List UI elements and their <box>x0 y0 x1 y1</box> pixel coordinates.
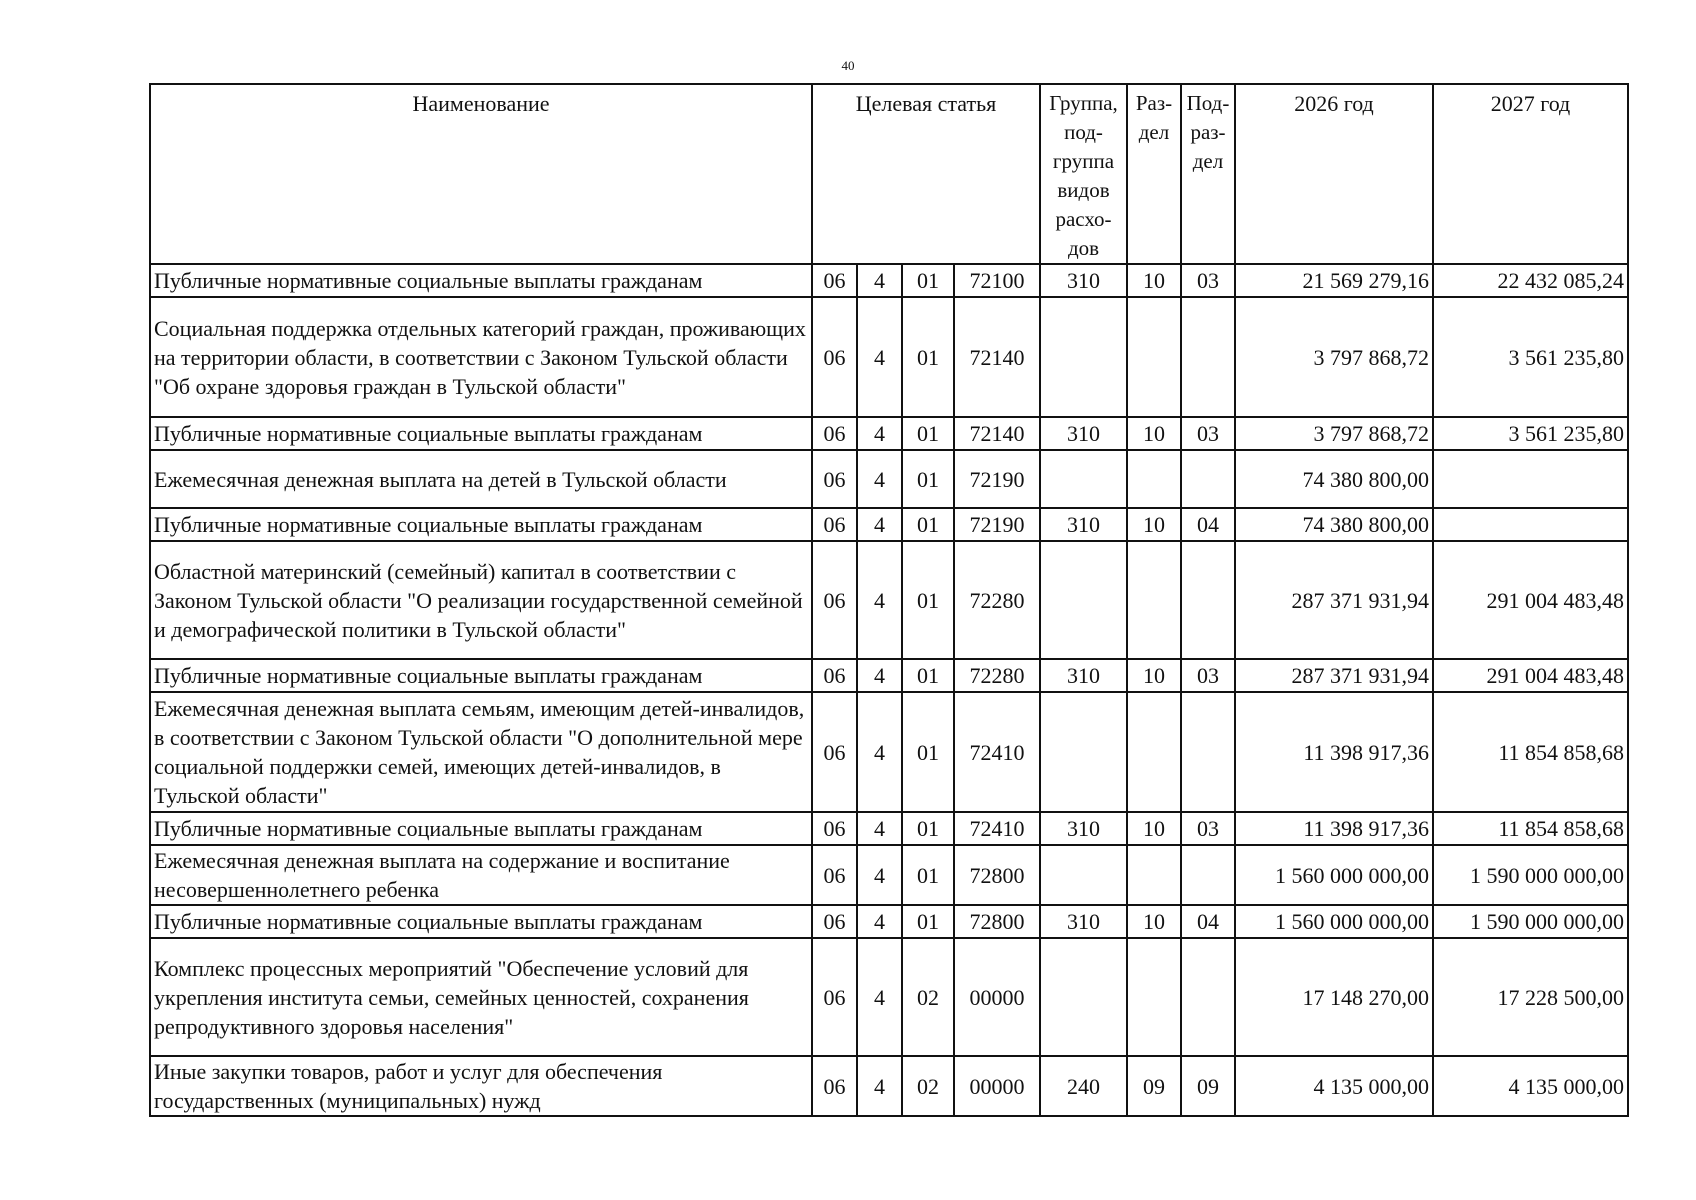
row-program-code: 06 <box>812 1056 857 1116</box>
row-amount-2026: 11 398 917,36 <box>1235 692 1433 812</box>
row-subprogram-code: 4 <box>857 450 902 508</box>
row-amount-2027: 1 590 000 000,00 <box>1433 905 1628 938</box>
row-expense-group: 310 <box>1040 659 1127 692</box>
row-activity-code: 01 <box>902 692 954 812</box>
row-amount-2026: 1 560 000 000,00 <box>1235 845 1433 905</box>
row-name: Областной материнский (семейный) капитал в соответствии с Законом Тульской области "О реализации государственной семейной и демографической политики в Тульской области" <box>150 541 812 659</box>
table-row <box>150 264 1628 297</box>
row-section <box>1127 692 1181 812</box>
header-expense-group: Группа, под-группа видов расхо-дов <box>1040 84 1127 264</box>
row-activity-code: 01 <box>902 508 954 541</box>
page-number: 40 <box>841 58 855 73</box>
row-program-code: 06 <box>812 938 857 1056</box>
row-subprogram-code: 4 <box>857 508 902 541</box>
row-name: Иные закупки товаров, работ и услуг для обеспечения государственных (муниципальных) нужд <box>150 1056 812 1116</box>
row-program-code: 06 <box>812 508 857 541</box>
row-section: 09 <box>1127 1056 1181 1116</box>
row-amount-2026: 3 797 868,72 <box>1235 297 1433 417</box>
row-section <box>1127 297 1181 417</box>
row-direction-code: 72140 <box>954 417 1040 450</box>
row-program-code: 06 <box>812 659 857 692</box>
row-subprogram-code: 4 <box>857 264 902 297</box>
row-program-code: 06 <box>812 845 857 905</box>
row-activity-code: 01 <box>902 541 954 659</box>
row-subprogram-code: 4 <box>857 905 902 938</box>
header-target-article: Целевая статья <box>812 84 1040 264</box>
row-subsection: 03 <box>1181 417 1235 450</box>
row-subsection: 03 <box>1181 812 1235 845</box>
row-amount-2027: 291 004 483,48 <box>1433 659 1628 692</box>
row-name: Ежемесячная денежная выплата на детей в Тульской области <box>150 450 812 508</box>
row-direction-code: 72140 <box>954 297 1040 417</box>
row-expense-group: 240 <box>1040 1056 1127 1116</box>
row-program-code: 06 <box>812 541 857 659</box>
row-activity-code: 01 <box>902 450 954 508</box>
row-activity-code: 02 <box>902 938 954 1056</box>
row-direction-code: 72800 <box>954 905 1040 938</box>
row-amount-2026: 3 797 868,72 <box>1235 417 1433 450</box>
row-program-code: 06 <box>812 264 857 297</box>
row-subsection: 09 <box>1181 1056 1235 1116</box>
row-amount-2026: 287 371 931,94 <box>1235 541 1433 659</box>
row-name: Публичные нормативные социальные выплаты гражданам <box>150 905 812 938</box>
header-row <box>150 84 1628 264</box>
row-expense-group: 310 <box>1040 812 1127 845</box>
row-amount-2027: 291 004 483,48 <box>1433 541 1628 659</box>
row-section: 10 <box>1127 659 1181 692</box>
row-subsection: 04 <box>1181 508 1235 541</box>
row-subsection <box>1181 450 1235 508</box>
row-activity-code: 01 <box>902 297 954 417</box>
row-name: Социальная поддержка отдельных категорий граждан, проживающих на территории области, в соответствии с Законом Тульской области "Об охране здоровья граждан в Тульской области" <box>150 297 812 417</box>
row-program-code: 06 <box>812 812 857 845</box>
row-expense-group: 310 <box>1040 508 1127 541</box>
row-direction-code: 72190 <box>954 450 1040 508</box>
row-direction-code: 72280 <box>954 541 1040 659</box>
table-row <box>150 508 1628 541</box>
table-row <box>150 1056 1628 1116</box>
row-subsection <box>1181 297 1235 417</box>
row-expense-group <box>1040 297 1127 417</box>
row-activity-code: 01 <box>902 417 954 450</box>
row-section: 10 <box>1127 417 1181 450</box>
row-expense-group <box>1040 938 1127 1056</box>
row-activity-code: 01 <box>902 812 954 845</box>
budget-table <box>149 83 1629 1117</box>
row-amount-2027: 3 561 235,80 <box>1433 417 1628 450</box>
row-name: Публичные нормативные социальные выплаты гражданам <box>150 812 812 845</box>
row-subprogram-code: 4 <box>857 812 902 845</box>
row-activity-code: 01 <box>902 905 954 938</box>
row-direction-code: 72280 <box>954 659 1040 692</box>
row-section <box>1127 845 1181 905</box>
row-name: Ежемесячная денежная выплата семьям, имеющим детей-инвалидов, в соответствии с Законом Тульской области "О дополнительной мере социальной поддержки семей, имеющих детей-инвалидов, в Тульской области" <box>150 692 812 812</box>
row-amount-2027: 17 228 500,00 <box>1433 938 1628 1056</box>
row-activity-code: 01 <box>902 659 954 692</box>
row-amount-2026: 11 398 917,36 <box>1235 812 1433 845</box>
header-section: Раз-дел <box>1127 84 1181 264</box>
table-row <box>150 297 1628 417</box>
row-name: Ежемесячная денежная выплата на содержание и воспитание несовершеннолетнего ребенка <box>150 845 812 905</box>
row-subsection: 03 <box>1181 659 1235 692</box>
table-row <box>150 659 1628 692</box>
table-row <box>150 938 1628 1056</box>
row-amount-2027 <box>1433 450 1628 508</box>
row-amount-2027: 1 590 000 000,00 <box>1433 845 1628 905</box>
row-name: Публичные нормативные социальные выплаты гражданам <box>150 508 812 541</box>
header-year-2027: 2027 год <box>1433 84 1628 264</box>
row-subsection <box>1181 845 1235 905</box>
row-amount-2027 <box>1433 508 1628 541</box>
row-section: 10 <box>1127 812 1181 845</box>
row-name: Публичные нормативные социальные выплаты гражданам <box>150 264 812 297</box>
row-subsection <box>1181 541 1235 659</box>
row-expense-group: 310 <box>1040 417 1127 450</box>
row-direction-code: 72100 <box>954 264 1040 297</box>
row-program-code: 06 <box>812 417 857 450</box>
header-subsection: Под-раз-дел <box>1181 84 1235 264</box>
row-direction-code: 00000 <box>954 938 1040 1056</box>
row-amount-2026: 74 380 800,00 <box>1235 450 1433 508</box>
row-subsection <box>1181 692 1235 812</box>
header-year-2026: 2026 год <box>1235 84 1433 264</box>
row-section <box>1127 541 1181 659</box>
table-row <box>150 845 1628 905</box>
row-section: 10 <box>1127 264 1181 297</box>
row-amount-2027: 4 135 000,00 <box>1433 1056 1628 1116</box>
row-program-code: 06 <box>812 450 857 508</box>
row-program-code: 06 <box>812 297 857 417</box>
row-subprogram-code: 4 <box>857 692 902 812</box>
row-amount-2026: 4 135 000,00 <box>1235 1056 1433 1116</box>
header-name: Наименование <box>150 84 812 264</box>
row-direction-code: 72410 <box>954 812 1040 845</box>
row-expense-group <box>1040 692 1127 812</box>
row-direction-code: 72190 <box>954 508 1040 541</box>
row-subprogram-code: 4 <box>857 541 902 659</box>
row-subprogram-code: 4 <box>857 938 902 1056</box>
table-row <box>150 692 1628 812</box>
row-subprogram-code: 4 <box>857 297 902 417</box>
row-program-code: 06 <box>812 692 857 812</box>
row-expense-group <box>1040 845 1127 905</box>
row-amount-2026: 21 569 279,16 <box>1235 264 1433 297</box>
row-subprogram-code: 4 <box>857 659 902 692</box>
row-section: 10 <box>1127 905 1181 938</box>
row-expense-group <box>1040 450 1127 508</box>
row-subsection: 03 <box>1181 264 1235 297</box>
row-name: Комплекс процессных мероприятий "Обеспечение условий для укрепления института семьи, семейных ценностей, сохранения репродуктивного здоровья населения" <box>150 938 812 1056</box>
row-amount-2027: 22 432 085,24 <box>1433 264 1628 297</box>
row-expense-group <box>1040 541 1127 659</box>
table-row <box>150 812 1628 845</box>
row-expense-group: 310 <box>1040 264 1127 297</box>
table-row <box>150 450 1628 508</box>
row-amount-2027: 11 854 858,68 <box>1433 812 1628 845</box>
row-amount-2026: 17 148 270,00 <box>1235 938 1433 1056</box>
row-subsection: 04 <box>1181 905 1235 938</box>
row-amount-2027: 11 854 858,68 <box>1433 692 1628 812</box>
row-activity-code: 01 <box>902 264 954 297</box>
row-direction-code: 72410 <box>954 692 1040 812</box>
row-subprogram-code: 4 <box>857 845 902 905</box>
row-program-code: 06 <box>812 905 857 938</box>
row-section <box>1127 938 1181 1056</box>
row-subprogram-code: 4 <box>857 1056 902 1116</box>
table-row <box>150 905 1628 938</box>
row-activity-code: 02 <box>902 1056 954 1116</box>
row-activity-code: 01 <box>902 845 954 905</box>
row-amount-2027: 3 561 235,80 <box>1433 297 1628 417</box>
row-name: Публичные нормативные социальные выплаты гражданам <box>150 659 812 692</box>
row-direction-code: 00000 <box>954 1056 1040 1116</box>
row-name: Публичные нормативные социальные выплаты гражданам <box>150 417 812 450</box>
row-amount-2026: 1 560 000 000,00 <box>1235 905 1433 938</box>
row-amount-2026: 287 371 931,94 <box>1235 659 1433 692</box>
row-subsection <box>1181 938 1235 1056</box>
row-section: 10 <box>1127 508 1181 541</box>
row-subprogram-code: 4 <box>857 417 902 450</box>
row-section <box>1127 450 1181 508</box>
row-direction-code: 72800 <box>954 845 1040 905</box>
table-row <box>150 417 1628 450</box>
row-amount-2026: 74 380 800,00 <box>1235 508 1433 541</box>
row-expense-group: 310 <box>1040 905 1127 938</box>
table-row <box>150 541 1628 659</box>
